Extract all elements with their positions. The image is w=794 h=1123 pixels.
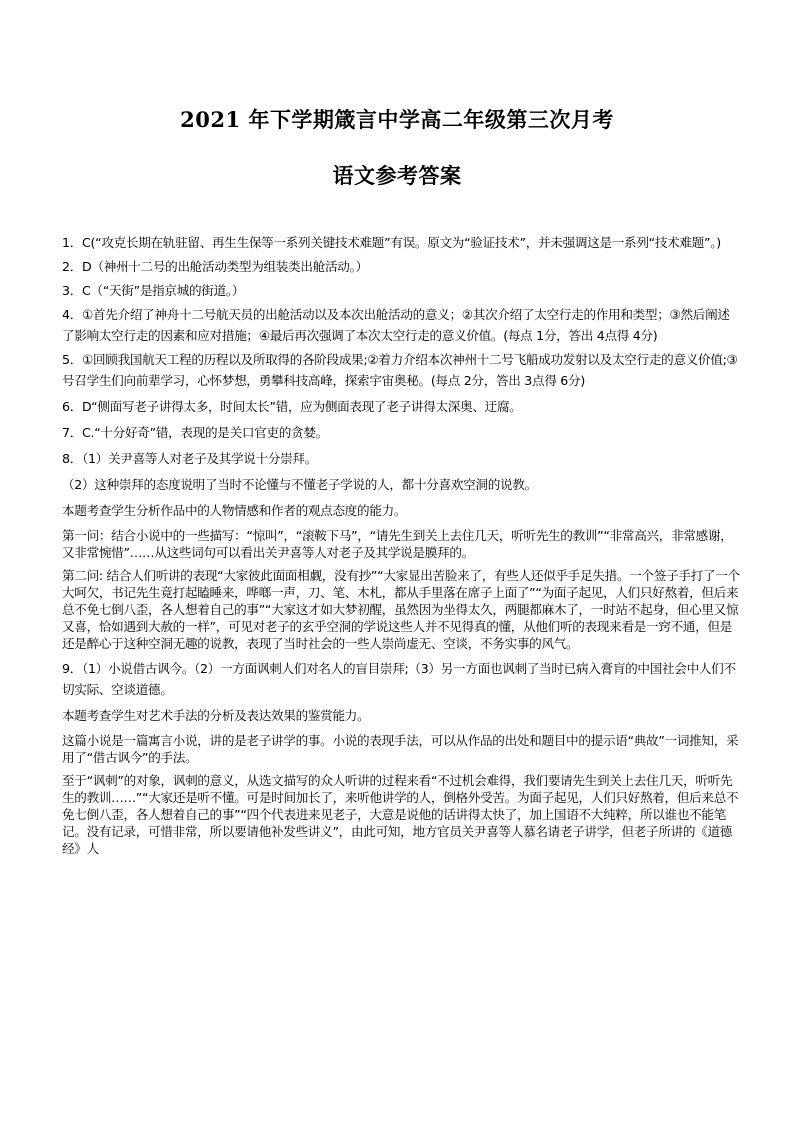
question-8-skill-note: 本题考查学生分析作品中的人物情感和作者的观点态度的能力。 xyxy=(62,503,407,518)
answer-key-heading: 语文参考答案 xyxy=(332,163,462,188)
question-8-first-part-analysis: 第一问：结合小说中的一些描写：“惊叫”，“滚鞍下马”，“请先生到关上去住几天，听听先生的教训”“非常高兴，非常感谢，又非常惋惜”……从这些词句可以看出关尹喜等人对老子及其学说是膜拜的。 xyxy=(62,528,733,560)
answer-item-1: 1．C(“攻克长期在轨驻留、再生生保等一系列关键技术难题”有误。原文为“验证技术”，并未强调这是一系列“技术难题”。) xyxy=(62,235,721,250)
answer-list xyxy=(62,232,740,863)
question-9-satire-analysis: 至于“讽刺”的对象，讽刺的意义，从选文描写的众人听讲的过程来看“不过机会难得，我们要请先生到关上去住几天，听听先生的教训……”“大家还是听不懂。可是时间加长了，来听他讲学的人，倒格外受苦。为面子起见，人们只好熬着，但后来总不免七倒八歪，各人想着自己的事”“四个代表进来见老子，大意是说他的话讲得太快了，加上国语不大纯粹，所以谁也不能笔记。没有记录，可惜非常，所以要请他补发些讲义”，由此可知，地方官员关尹喜等人慕名请老子讲学，但老子所讲的《道德经》人 xyxy=(62,773,739,856)
question-9-technique-analysis: 这篇小说是一篇寓言小说，讲的是老子讲学的事。小说的表现手法，可以从作品的出处和题目中的提示语“典故”一词推知，采用了“借古讽今”的手法。 xyxy=(62,733,739,765)
answer-item-8: 8．（1）关尹喜等人对老子及其学说十分崇拜。 xyxy=(62,451,318,466)
answer-item-7: 7．C.“十分好奇”错，表现的是关口官吏的贪婪。 xyxy=(62,425,328,440)
answer-item-4: 4．①首先介绍了神舟十二号航天员的出舱活动以及本次出舱活动的意义；②其次介绍了太空行走的作用和类型；③然后阐述了影响太空行走的因素和应对措施；④最后再次强调了本次太空行走的意义价值。(每点 1分，答出 4点得 4分) xyxy=(62,307,730,343)
exam-title: 2021 年下学期箴言中学高二年级第三次月考 xyxy=(180,107,614,132)
question-8-second-part-analysis: 第二问: 结合人们听讲的表现“大家彼此面面相觑，没有抄”“大家显出苦脸来了，有些人还似乎手足失措。一个签子手打了一个大呵欠，书记先生竟打起瞌睡来，哗啷一声，刀、笔、木札，都从手里落在席子上面了”“为面子起见，人们只好熬着，但后来总不免七倒八歪，各人想着自己的事”“大家这才如大梦初醒，虽然因为坐得太久，两腿都麻木了，一时站不起身，但心里又惊又喜，恰如遇到大赦的一样”，可见对老子的玄乎空洞的学说这些人并不见得真的懂，从他们听的表现来看是一窍不通，但是还是醉心于这种空洞无趣的说教，表现了当时社会的一些人崇尚虚无、空谈，不务实事的风气。 xyxy=(62,568,740,651)
answer-item-2: 2．D（神州十二号的出舱活动类型为组装类出舱活动。） xyxy=(62,259,368,274)
answer-item-6: 6．D“侧面写老子讲得太多，时间太长”错，应为侧面表现了老子讲得太深奥、迂腐。 xyxy=(62,399,522,414)
answer-item-9: 9．（1）小说借古讽今。（2）一方面讽刺人们对名人的盲目崇拜;（3）另一方面也讽刺了当时已病入膏肓的中国社会中人们不切实际、空谈道德。 xyxy=(62,661,736,697)
answer-item-3: 3．C（“天街”是指京城的街道。） xyxy=(62,283,245,298)
answer-item-8-part-2: （2）这种崇拜的态度说明了当时不论懂与不懂老子学说的人，都十分喜欢空洞的说教。 xyxy=(62,477,537,492)
answer-item-5: 5．①回顾我国航天工程的历程以及所取得的各阶段成果;②着力介绍本次神州十二号飞船成功发射以及太空行走的意义价值;③号召学生们向前辈学习，心怀梦想，勇攀科技高峰，探索宇宙奥秘。(每点 2分，答出 3点得 6分) xyxy=(62,352,738,388)
question-9-skill-note: 本题考查学生对艺术手法的分析及表达效果的鉴赏能力。 xyxy=(62,708,370,723)
